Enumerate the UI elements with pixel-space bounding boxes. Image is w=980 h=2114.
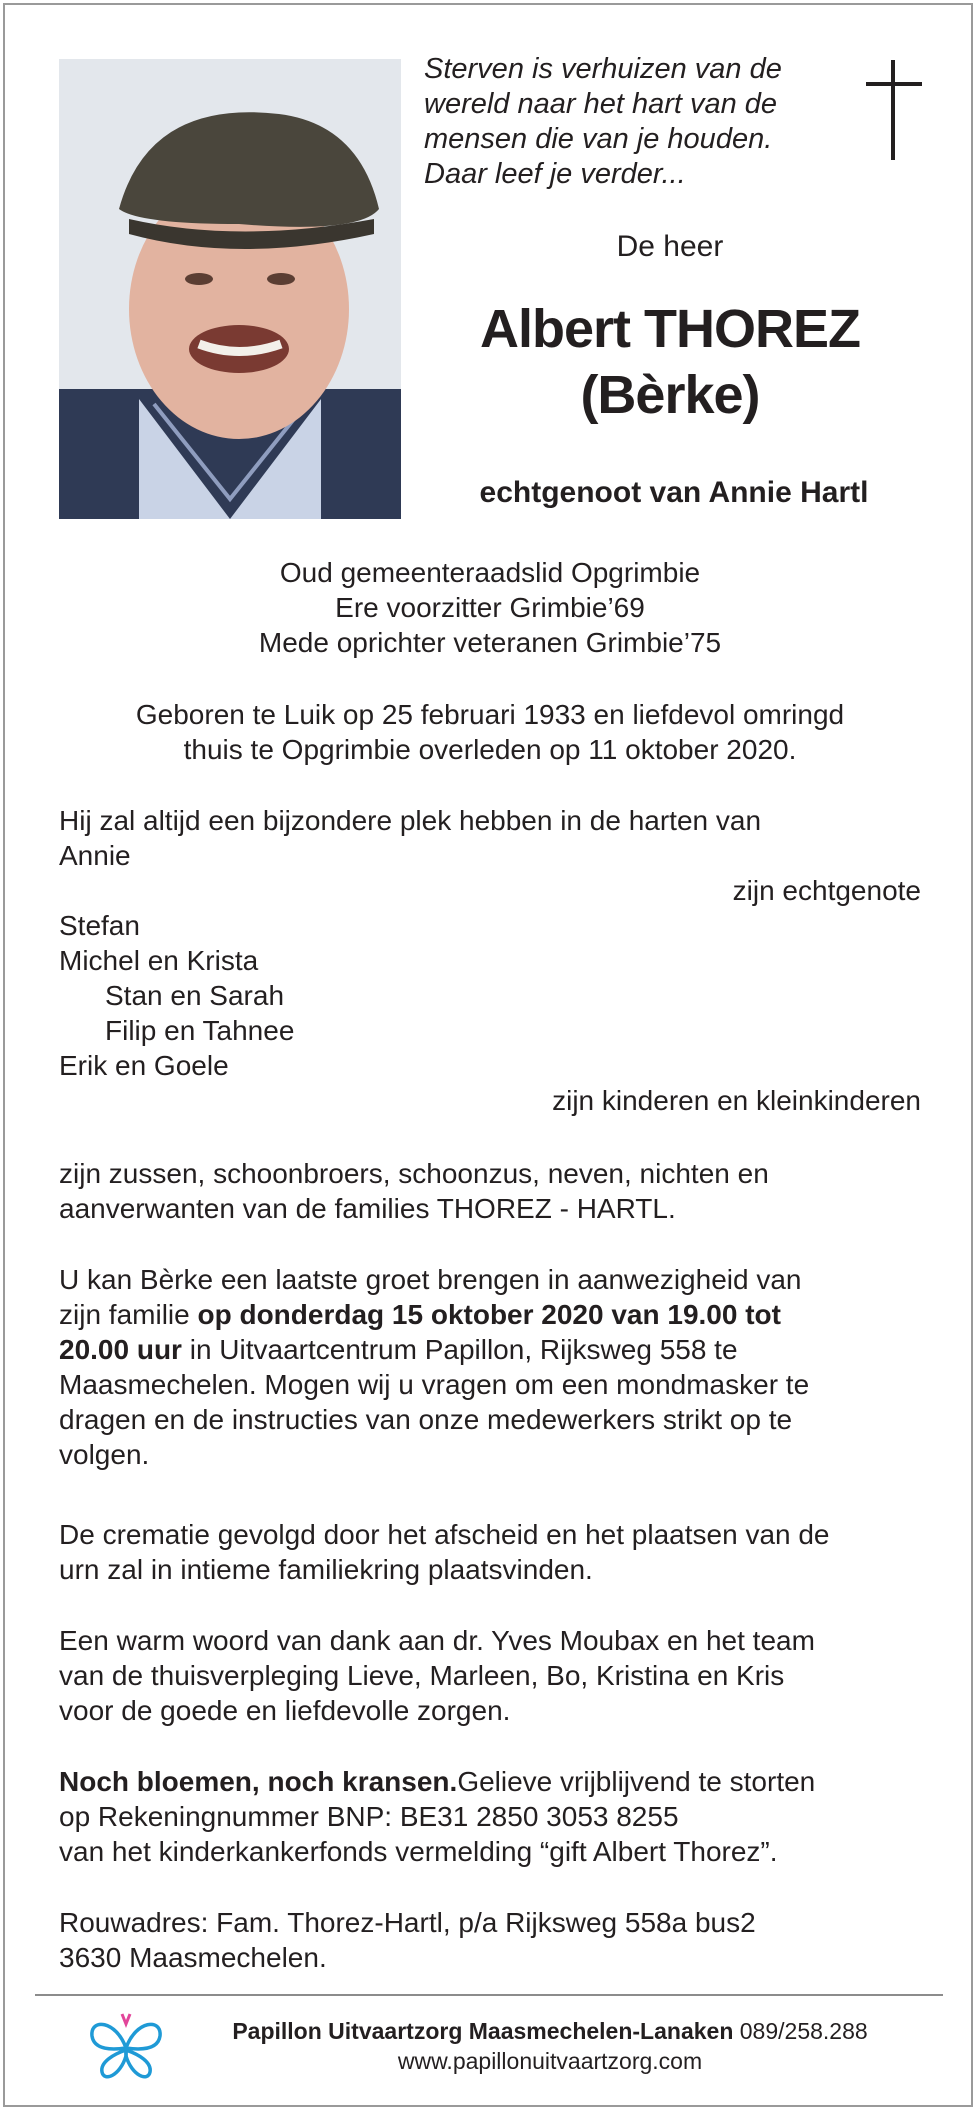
- donation-block: [59, 1764, 929, 1869]
- poem-line: wereld naar het hart van de: [424, 88, 778, 120]
- cremation-line: De crematie gevolgd door het afscheid en het plaatsen van de: [59, 1519, 830, 1550]
- title-line: Mede oprichter veteranen Grimbie’75: [258, 627, 722, 658]
- visit-line: volgen.: [59, 1439, 150, 1470]
- relatives-line: aanverwanten van de families THOREZ - HARTL.: [59, 1193, 676, 1224]
- cremation-line: urn zal in intieme familiekring plaatsvinden.: [59, 1554, 593, 1585]
- titles-block: [59, 555, 921, 660]
- donation-line: van het kinderkankerfonds vermelding “gift Albert Thorez”.: [59, 1836, 778, 1867]
- donation-line: [59, 1764, 929, 1799]
- title-line: Oud gemeenteraadslid Opgrimbie: [279, 557, 701, 588]
- footer-company-line: [180, 2016, 920, 2046]
- relatives-block: [59, 1156, 929, 1226]
- name-line: Albert THOREZ: [479, 299, 860, 359]
- visit-location: in Uitvaartcentrum Papillon, Rijksweg 558 te: [181, 1334, 738, 1365]
- thanks-line: voor de goede en liefdevolle zorgen.: [59, 1695, 511, 1726]
- salutation: De heer: [616, 230, 724, 263]
- cremation-block: [59, 1517, 929, 1587]
- family-member: Erik en Goele: [59, 1050, 229, 1081]
- spouse-role: zijn echtgenote: [732, 875, 921, 906]
- visit-line: U kan Bèrke een laatste groet brengen in aanwezigheid van: [59, 1264, 802, 1295]
- visit-line: [59, 1332, 929, 1367]
- family-block: [59, 803, 929, 1118]
- born-line: thuis te Opgrimbie overleden op 11 oktober 2020.: [183, 734, 797, 765]
- poem-line: Daar leef je verder...: [424, 158, 686, 190]
- children-role: zijn kinderen en kleinkinderen: [552, 1085, 921, 1116]
- thanks-line: Een warm woord van dank aan dr. Yves Moubax en het team: [59, 1625, 815, 1656]
- birth-death-block: [59, 697, 921, 767]
- visitation-block: [59, 1262, 929, 1472]
- thanks-line: van de thuisverpleging Lieve, Marleen, Bo, Kristina en Kris: [59, 1660, 785, 1691]
- family-member: Stan en Sarah: [105, 980, 285, 1011]
- visit-line: Maasmechelen. Mogen wij u vragen om een mondmasker te: [59, 1369, 810, 1400]
- title-line: Ere voorzitter Grimbie’69: [335, 592, 645, 623]
- footer-divider: [35, 1994, 943, 1996]
- donation-text: Gelieve vrijblijvend te storten: [457, 1766, 816, 1797]
- family-member: Stefan: [59, 910, 140, 941]
- company-website[interactable]: www.papillonuitvaartzorg.com: [397, 2048, 703, 2074]
- visit-text: zijn familie: [59, 1299, 198, 1330]
- poem: [424, 52, 824, 192]
- poem-line: mensen die van je houden.: [424, 123, 773, 155]
- family-intro: Hij zal altijd een bijzondere plek hebben in de harten van: [59, 805, 762, 836]
- portrait-photo: [59, 59, 401, 519]
- address-line: Rouwadres: Fam. Thorez-Hartl, p/a Rijksweg 558a bus2: [59, 1907, 756, 1938]
- family-member: Michel en Krista: [59, 945, 259, 976]
- donation-account: op Rekeningnummer BNP: BE31 2850 3053 8255: [59, 1801, 679, 1832]
- thanks-block: [59, 1623, 929, 1728]
- funeral-home-footer: [180, 2016, 920, 2076]
- born-line: Geboren te Luik op 25 februari 1933 en liefdevol omringd: [135, 699, 845, 730]
- visit-time: 20.00 uur: [59, 1334, 182, 1365]
- company-phone: 089/258.288: [733, 2018, 868, 2044]
- company-name: Papillon Uitvaartzorg Maasmechelen-Lanaken: [232, 2018, 734, 2044]
- butterfly-logo-icon: [86, 2010, 166, 2082]
- family-member: Filip en Tahnee: [105, 1015, 295, 1046]
- visit-line: [59, 1297, 929, 1332]
- visit-date: op donderdag 15 oktober 2020 van 19.00 tot: [197, 1299, 781, 1330]
- spouse-name: Annie: [59, 840, 131, 871]
- spouse-line: echtgenoot van Annie Hartl: [479, 476, 869, 509]
- cross-icon: [866, 60, 922, 160]
- visit-line: dragen en de instructies van onze medewerkers strikt op te: [59, 1404, 793, 1435]
- address-block: [59, 1905, 929, 1975]
- relatives-line: zijn zussen, schoonbroers, schoonzus, neven, nichten en: [59, 1158, 769, 1189]
- poem-line: Sterven is verhuizen van de: [424, 53, 782, 85]
- nickname-line: (Bèrke): [580, 365, 760, 425]
- address-line: 3630 Maasmechelen.: [59, 1942, 327, 1973]
- deceased-name: [440, 296, 900, 428]
- no-flowers: Noch bloemen, noch kransen.: [59, 1766, 458, 1797]
